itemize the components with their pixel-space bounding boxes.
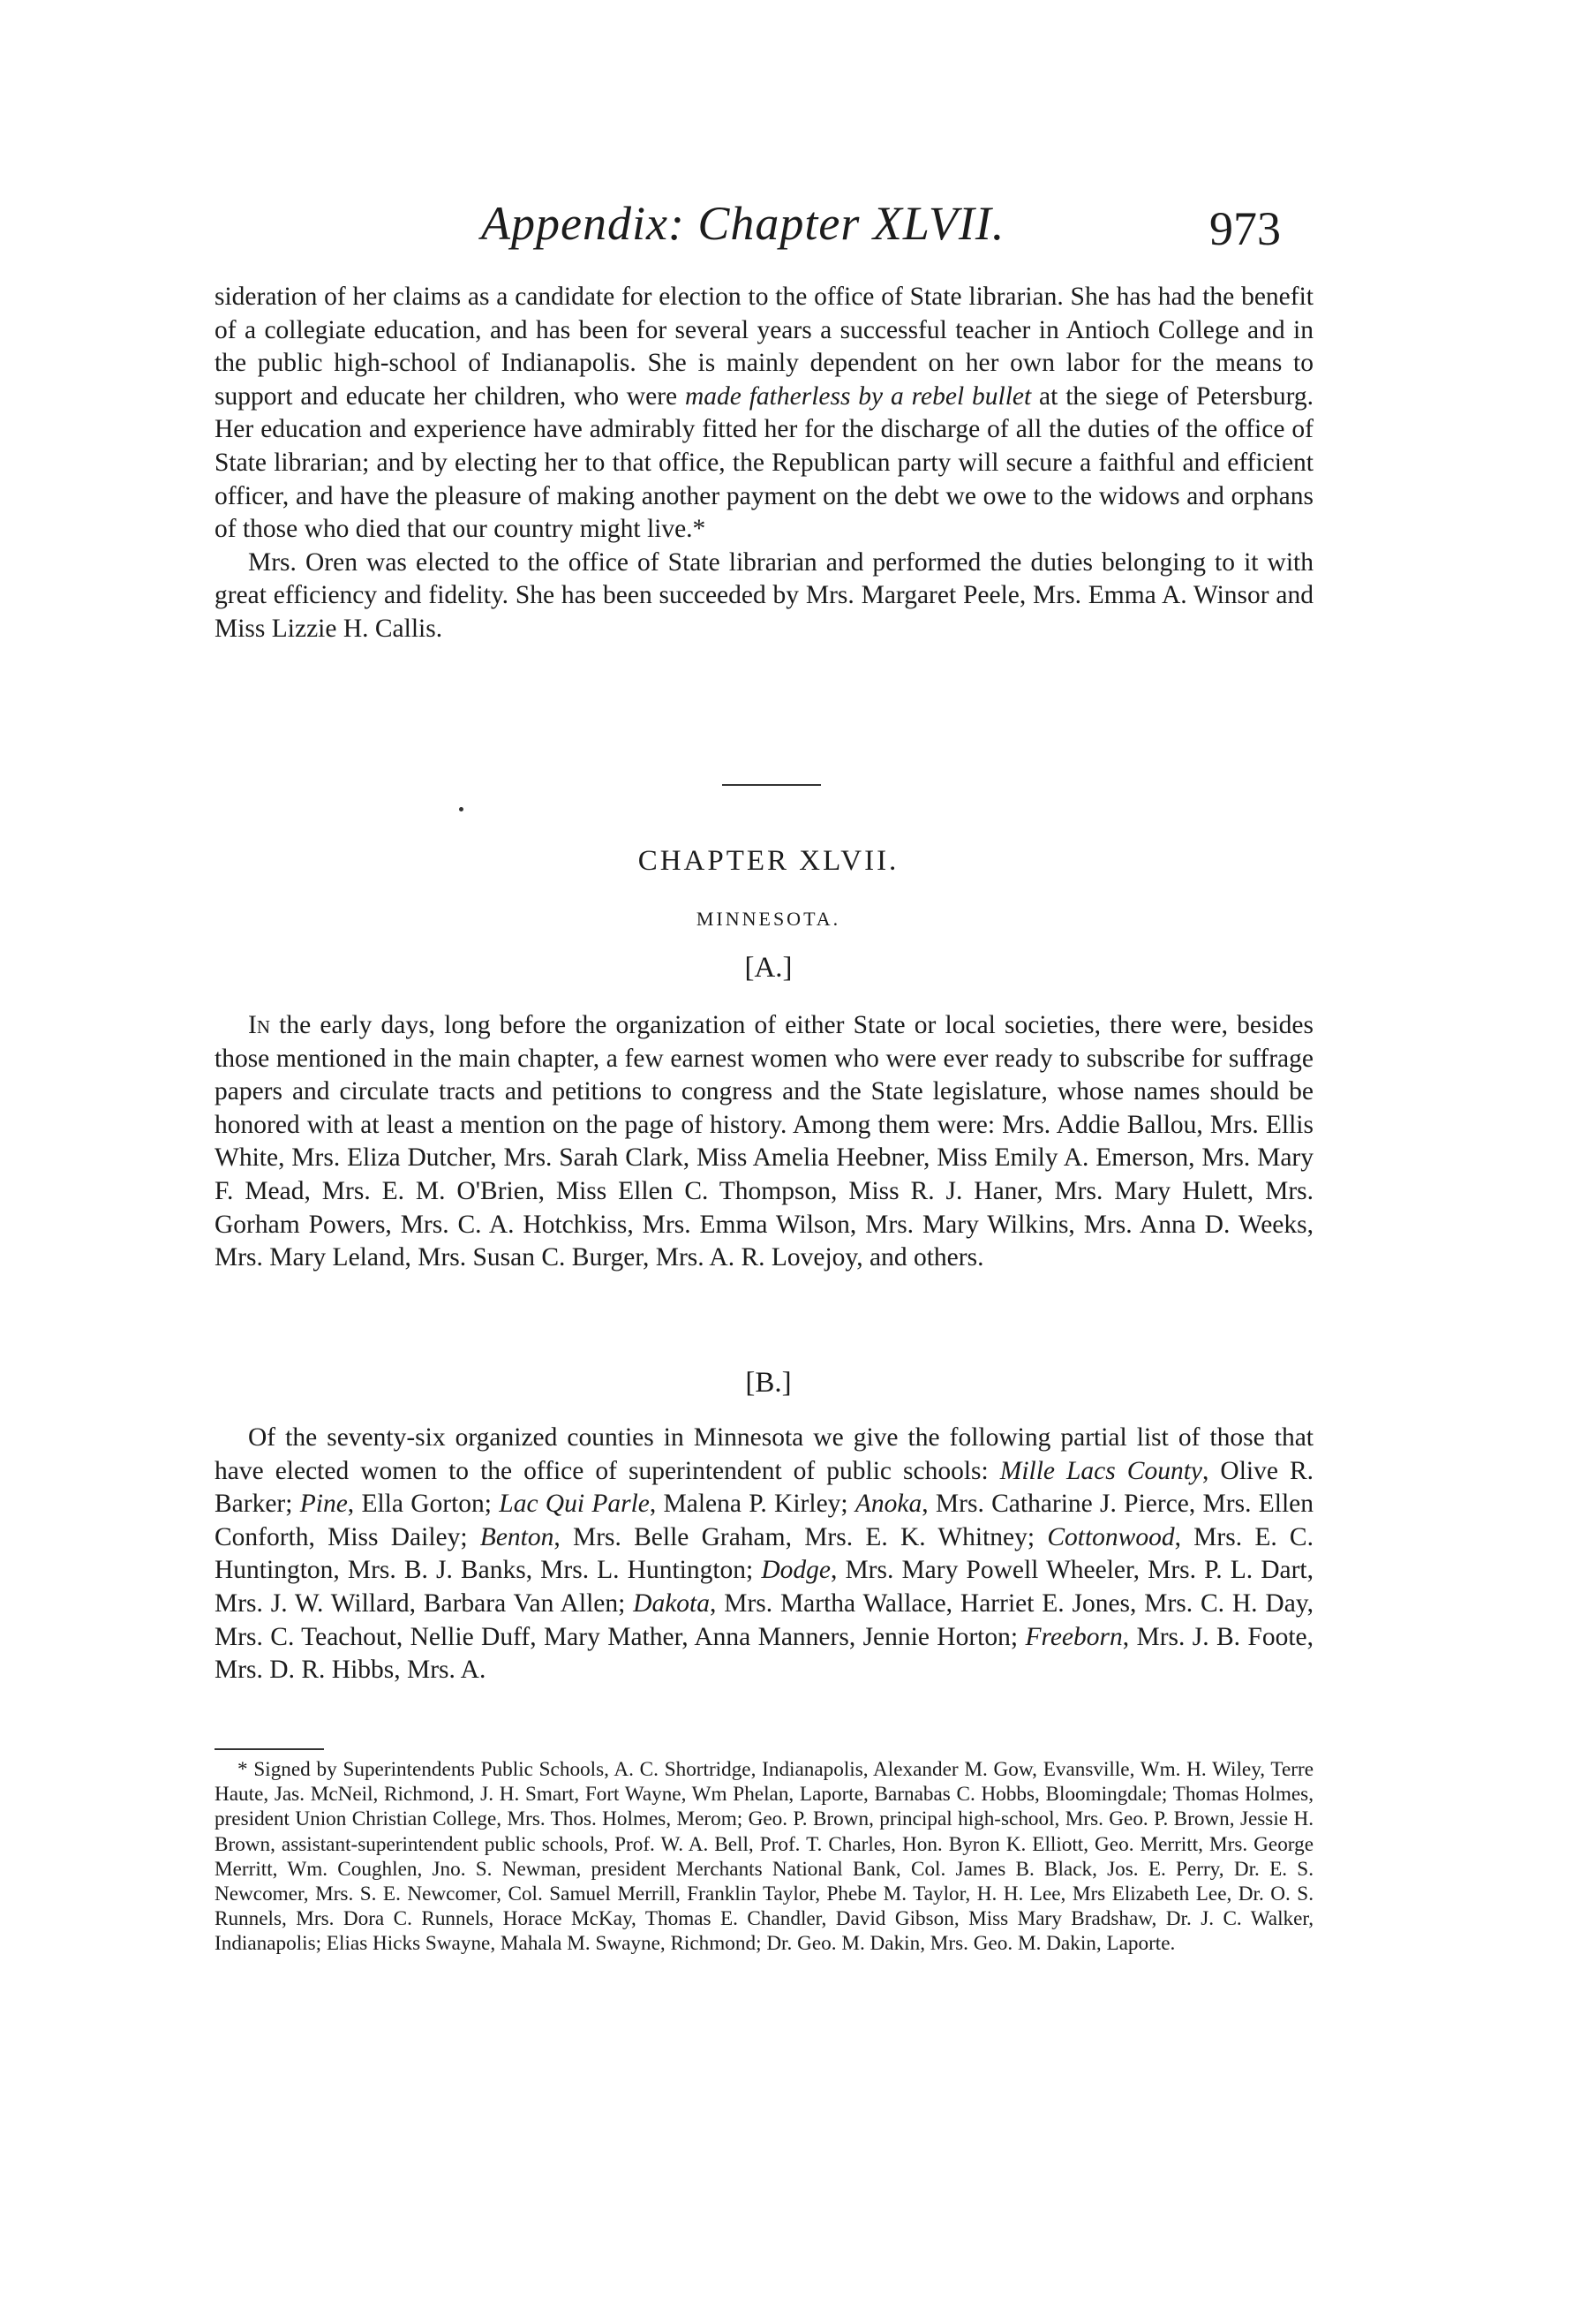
county-name: Mille Lacs County [999, 1456, 1202, 1485]
continued-text [215, 281, 1314, 646]
lead-word: In [248, 1011, 270, 1039]
section-divider [722, 784, 821, 786]
print-speck [459, 807, 463, 811]
county-name: Lac Qui Parle [499, 1490, 650, 1519]
page-number: 973 [1209, 202, 1281, 255]
paragraph-oren: Mrs. Oren was elected to the office of State librarian and performed the duties belonging to it with great efficiency and fidelity. She has been succeeded by Mrs. Margaret Peele, Mrs. Emma A. Winsor and Miss Lizzie H. Callis. [215, 547, 1314, 643]
italic-phrase: made fatherless by a rebel bullet [684, 381, 1032, 411]
chapter-title: CHAPTER XLVII. [637, 845, 900, 877]
section-b-text [215, 1422, 1314, 1687]
footnote [215, 1757, 1314, 1957]
section-a-text [215, 1009, 1314, 1275]
county-name: Dakota [633, 1588, 710, 1618]
footnote-rule [215, 1748, 324, 1750]
chapter-subtitle: MINNESOTA. [696, 908, 841, 930]
county-name: Dodge [761, 1556, 831, 1585]
section-heading-a: [A.] [744, 952, 793, 984]
county-name: Freeborn [1025, 1622, 1123, 1651]
footnote-text: * Signed by Superintendents Public Schools, A. C. Shortridge, Indianapolis, Alexander M. Gow, Evansville, Wm. H. Wiley, Terre Haute, Jas. McNeil, Richmond, J. H. Smart, Fort Wayne, Wm Phelan, Laporte, Barnabas C. Hobbs, Bloomingdale; Thomas Holmes, president Union Christian College, Mrs. Thos. Holmes, Merom; Geo. P. Brown, principal high-school, Mrs. Geo. P. Brown, Jessie H. Brown, assistant-superintendent public schools, Prof. W. A. Bell, Prof. T. Charles, Hon. Byron K. Elliott, Geo. Merritt, Mrs. George Merritt, Wm. Coughlen, Jno. S. Newman, president Merchants National Bank, Col. James B. Black, Jos. E. Perry, Dr. E. S. Newcomer, Mrs. S. E. Newcomer, Col. Samuel Merrill, Franklin Taylor, Phebe M. Taylor, H. H. Lee, Mrs Elizabeth Lee, Dr. O. S. Runnels, Mrs. Dora C. Runnels, Horace McKay, Thomas E. Chandler, David Gibson, Miss Mary Bradshaw, Dr. J. C. Walker, Indianapolis; Elias Hicks Swayne, Mahala M. Swayne, Richmond; Dr. Geo. M. Dakin, Mrs. Geo. M. Dakin, Laporte. [215, 1758, 1314, 1956]
paragraph-counties: Of the seventy-six organized counties in Minnesota we give the following partial list of those that have elected women to the office of superintendent of public schools: Mille Lacs County, Olive R. Barker; Pine, Ella Gorton; Lac Qui Parle, Malena P. Kirley; Anoka, Mrs. Catharine J. Pierce, Mrs. Ellen Conforth, Miss Dailey; Benton, Mrs. Belle Graham, Mrs. E. K. Whitney; Cottonwood, Mrs. E. C. Huntington, Mrs. B. J. Banks, Mrs. L. Huntington; Dodge, Mrs. Mary Powell Wheeler, Mrs. P. L. Dart, Mrs. J. W. Willard, Barbara Van Allen; Dakota, Mrs. Martha Wallace, Harriet E. Jones, Mrs. C. H. Day, Mrs. C. Teachout, Nellie Duff, Mary Mather, Anna Manners, Jennie Horton; Freeborn, Mrs. J. B. Foote, Mrs. D. R. Hibbs, Mrs. A. [215, 1423, 1314, 1685]
county-name: Pine [299, 1490, 348, 1519]
paragraph-early-days: In the early days, long before the organization of either State or local societies, there were, besides those mentioned in the main chapter, a few earnest women who were ever ready to subscribe for suffrage papers and circulate tracts and petitions to congress and the State legislature, whose names should be honored with at least a mention on the page of history. Among them were: Mrs. Addie Ballou, Mrs. Ellis White, Mrs. Eliza Dutcher, Mrs. Sarah Clark, Miss Amelia Heebner, Miss Emily A. Emerson, Mrs. Mary F. Mead, Mrs. E. M. O'Brien, Miss Ellen C. Thompson, Miss R. J. Haner, Mrs. Mary Hulett, Mrs. Gorham Powers, Mrs. C. A. Hotchkiss, Mrs. Emma Wilson, Mrs. Mary Wilkins, Mrs. Anna D. Weeks, Mrs. Mary Leland, Mrs. Susan C. Burger, Mrs. A. R. Lovejoy, and others. [215, 1011, 1314, 1272]
county-name: Cottonwood [1047, 1522, 1175, 1551]
county-name: Benton [479, 1522, 554, 1551]
paragraph-continued: sideration of her claims as a candidate for election to the office of State librarian. She has had the benefit of a collegiate education, and has been for several years a successful teacher in Antioch College and in the public high-school of Indianapolis. She is mainly dependent on her own labor for the means to support and educate her children, who were made fatherless by a rebel bullet at the siege of Petersburg. Her education and experience have admirably fitted her for the discharge of all the duties of the office of State librarian; and by electing her to that office, the Republican party will secure a faithful and efficient officer, and have the pleasure of making another payment on the debt we owe to the widows and orphans of those who died that our country might live.* [215, 283, 1314, 544]
running-head: Appendix: Chapter XLVII. [481, 197, 1005, 250]
county-name: Anoka [854, 1490, 922, 1519]
section-heading-b: [B.] [745, 1367, 792, 1399]
